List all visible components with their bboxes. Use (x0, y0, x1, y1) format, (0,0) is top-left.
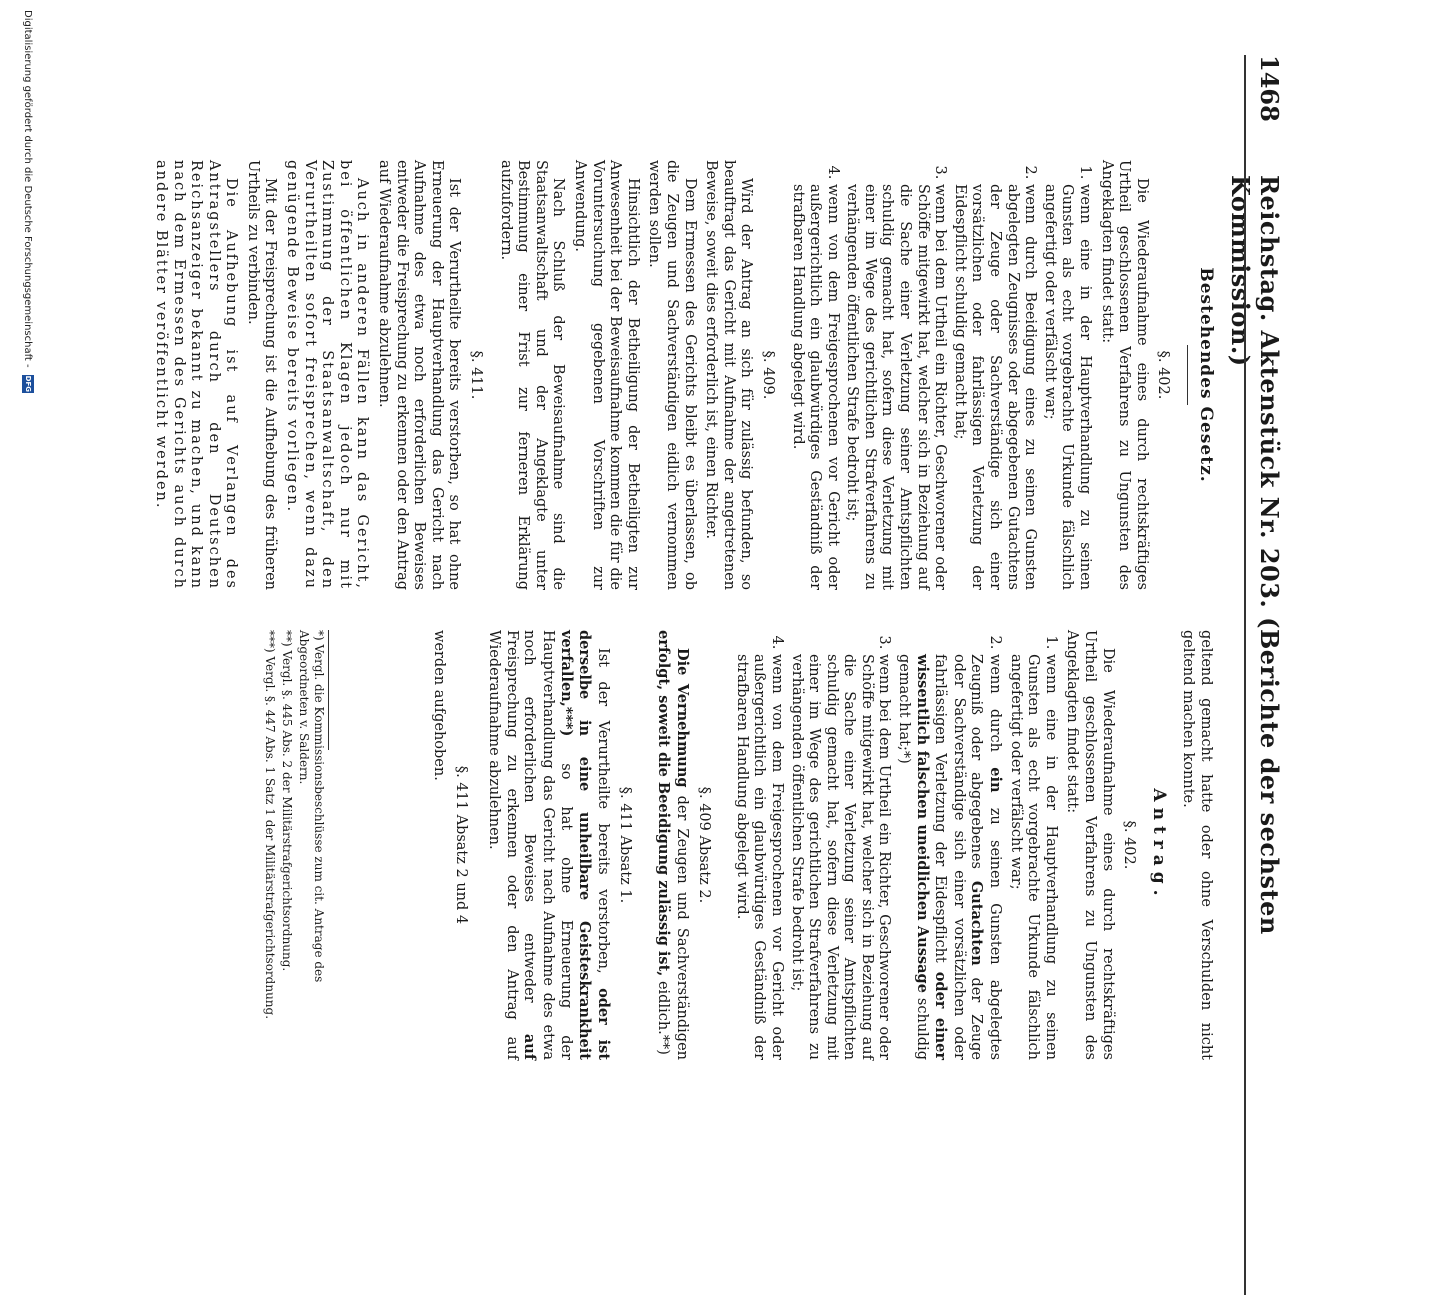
text-run: der Zeugen und Sachverständigen (673, 795, 690, 1060)
section-409-reference: §. 409 Absatz 2. (696, 786, 713, 904)
existing-law-heading: Bestehendes Gesetz. (1196, 267, 1216, 483)
list-item: 2. wenn durch Beeidigung eines zu seinen Gunsten abgelegten Zeugnisses oder abgegebenen Gutachtens der Zeuge oder Sachverständige sich einer vorsätzlichen oder fahrlässigen Verletzung der Eidespflicht schuldig gemacht hat; (950, 184, 1038, 590)
list-item: 4. wenn von dem Freigesprochenen vor Gericht oder außergerichtlich ein glaubwürdiges Geständniß der strafbaren Handlung abgelegt wird. (788, 184, 841, 590)
list-item: 1. wenn eine in der Hauptverhandlung zu seinen Gunsten als echt vorgebrachte Urkunde fälschlich angefertigt oder verfälscht war; (1040, 184, 1093, 590)
continuation-text: geltend gemacht hatte oder ohne Verschulden nicht geltend machen konnte. (1180, 630, 1214, 1060)
section-411-reference: §. 411 Absatz 1. (617, 786, 634, 904)
section-402-list (788, 160, 1093, 590)
list-item: 3. wenn bei dem Urtheil ein Richter, Geschworener oder Schöffe mitgewirkt hat, welcher sich in Beziehung auf die Sache einer Verletzung seiner Amtspflichten schuldig gemacht hat, sofern diese Verletzung mit einer im Wege des gerichtlichen Strafverfahrens zu verhängenden öffentlichen Strafe bedroht ist; (787, 654, 893, 1060)
page-header (1226, 55, 1284, 955)
paragraph (485, 630, 612, 1060)
footnote: *) Vergl. die Kommissionsbeschlüsse zum cit. Antrage des Abgeordneten v. Saldern. (297, 630, 326, 983)
proposal-heading: Antrag. (1148, 788, 1169, 902)
emphasis: oder einer wissentlich falschen uneidlichen Aussage (913, 654, 950, 1061)
proposal-column (425, 630, 1214, 1060)
paragraph: Auch in anderen Fällen kann das Gericht, bei öffentlichen Klagen jedoch nur mit Zustimmung der Staatsanwaltschaft, den Verurtheilten sofort freisprechen, wenn dazu genügende Beweise bereits vorliegen. (284, 160, 371, 590)
text-run: zu seinen Gunsten abgelegtes Zeugniß oder abgegebenes (968, 654, 1004, 1061)
footnote: **) Vergl. §. 445 Abs. 2 der Militärstrafgerichtsordnung. (280, 630, 294, 972)
paragraph: Ist der Verurtheilte bereits verstorben, so hat ohne Erneuerung der Hauptverhandlung das Gericht nach Aufnahme des etwa noch erforderlichen Beweises entweder die Freisprechung zu erkennen oder den Antrag auf Wiederaufnahme abzulehnen. (376, 160, 463, 590)
header-rule (1244, 55, 1246, 1295)
section-402-title: §. 402. (1155, 350, 1172, 400)
digitization-note (22, 10, 34, 990)
paragraph: werden aufgehoben. (431, 630, 448, 781)
page-number: 1468 (1255, 55, 1284, 122)
list-item: 4. wenn von dem Freigesprochenen vor Gericht oder außergerichtlich ein glaubwürdiges Geständniß der strafbaren Handlung abgelegt wird. (732, 654, 785, 1060)
paragraph: Wird der Antrag an sich für zulässig befunden, so beauftragt das Gericht mit Aufnahme der angetretenen Beweise, soweit dies erforderlich ist, einen Richter. (703, 160, 755, 590)
list-item: 1. wenn eine in der Hauptverhandlung zu seinen Gunsten als echt vorgebrachte Urkunde fälschlich angefertigt oder verfälscht war; (1006, 654, 1059, 1060)
emphasis: Gutachten (968, 880, 986, 966)
section-411-reference-2: §. 411 Absatz 2 und 4 (452, 765, 469, 925)
text-run: schuldig gemacht hat;*) (896, 654, 930, 1060)
list-item: 3. wenn bei dem Urtheil ein Richter, Geschworener oder Schöffe mitgewirkt hat, welcher sich in Beziehung auf die Sache einer Verletzung seiner Amtspflichten schuldig gemacht hat, sofern diese Verletzung mit einer im Wege des gerichtlichen Strafverfahrens zu verhängenden öffentlichen Strafe bedroht ist; (843, 184, 949, 590)
text-run: der Zeuge oder Sachverständige sich einer vorsätzlichen oder fahrlässigen Verletzung der Eidespflicht (932, 654, 985, 1060)
emphasis: ein (987, 767, 1005, 793)
dfg-logo-icon: DFG (24, 375, 32, 392)
section-402-list (732, 630, 1059, 1060)
paragraph: Nach Schluß der Beweisaufnahme sind die Staatsanwaltschaft und der Angeklagte unter Bestimmung einer Frist zur ferneren Erklärung aufzufordern. (497, 160, 567, 590)
existing-law-column (147, 160, 1214, 590)
emphasis: auf (521, 1033, 539, 1060)
section-411-title: §. 411. (468, 350, 485, 400)
heading-rule (1187, 345, 1188, 405)
footnotes (260, 630, 329, 1060)
digitization-text: Digitalisierung gefördert durch die Deutsche Forschungsgemeinschaft - (22, 10, 33, 368)
paragraph: Die Aufhebung ist auf Verlangen des Antragstellers durch den Deutschen Reichsanzeiger bekannt zu machen, und kann nach dem Ermessen des Gerichts auch durch andere Blätter veröffentlicht werden. (152, 160, 240, 590)
page-title: Reichstag. Aktenstück Nr. 203. (Berichte der sechsten Kommission.) (1226, 175, 1284, 935)
emphasis: Die Vernehmung (673, 648, 691, 788)
emphasis: erfolgt, soweit die Beeidigung zulässig ist, (654, 630, 672, 977)
paragraph: Hinsichtlich der Betheiligung der Betheiligten zur Anwesenheit bei der Beweisaufnahme kommen die für die Voruntersuchung gegebenen Vorschriften zur Anwendung. (572, 160, 641, 590)
emphasis: oder ist derselbe in eine unheilbare Geisteskrankheit verfallen,***) (557, 630, 612, 1061)
text-run: Ist der Verurtheilte bereits verstorben, (594, 648, 611, 974)
paragraph (653, 630, 690, 1060)
text-run: wenn durch (987, 654, 1004, 752)
text-run: eidlich.**) (654, 980, 671, 1055)
paragraph: Mit der Freisprechung ist die Aufhebung des früheren Urtheils zu verbinden. (244, 160, 279, 590)
footnote: ***) Vergl. §. 447 Abs. 1 Satz 1 der Militärstrafgerichtsordnung. (263, 630, 277, 1020)
section-402-intro: Die Wiederaufnahme eines durch rechtskräftiges Urtheil geschlossenen Verfahrens zu Ungunsten des Angeklagten findet statt: (1064, 630, 1116, 1060)
section-402-title: §. 402. (1121, 820, 1138, 870)
paragraph: Dem Ermessen des Gerichts bleibt es überlassen, ob die Zeugen und Sachverständigen eidlich vernommen werden sollen. (646, 160, 698, 590)
section-409-title: §. 409. (759, 350, 776, 400)
text-run: so hat ohne Erneuerung der Hauptverhandlung das Gericht nach Aufnahme des etwa noch erforderlichen Beweises entweder (521, 630, 574, 1060)
text-run: Freisprechung zu erkennen oder den Antrag auf Wiederaufnahme abzulehnen. (486, 630, 520, 1060)
footnote-rule (328, 630, 329, 750)
list-item (895, 654, 1005, 1060)
section-402-intro: Die Wiederaufnahme eines durch rechtskräftiges Urtheil geschlossenen Verfahrens zu Ungunsten des Angeklagten findet statt: (1098, 160, 1150, 590)
